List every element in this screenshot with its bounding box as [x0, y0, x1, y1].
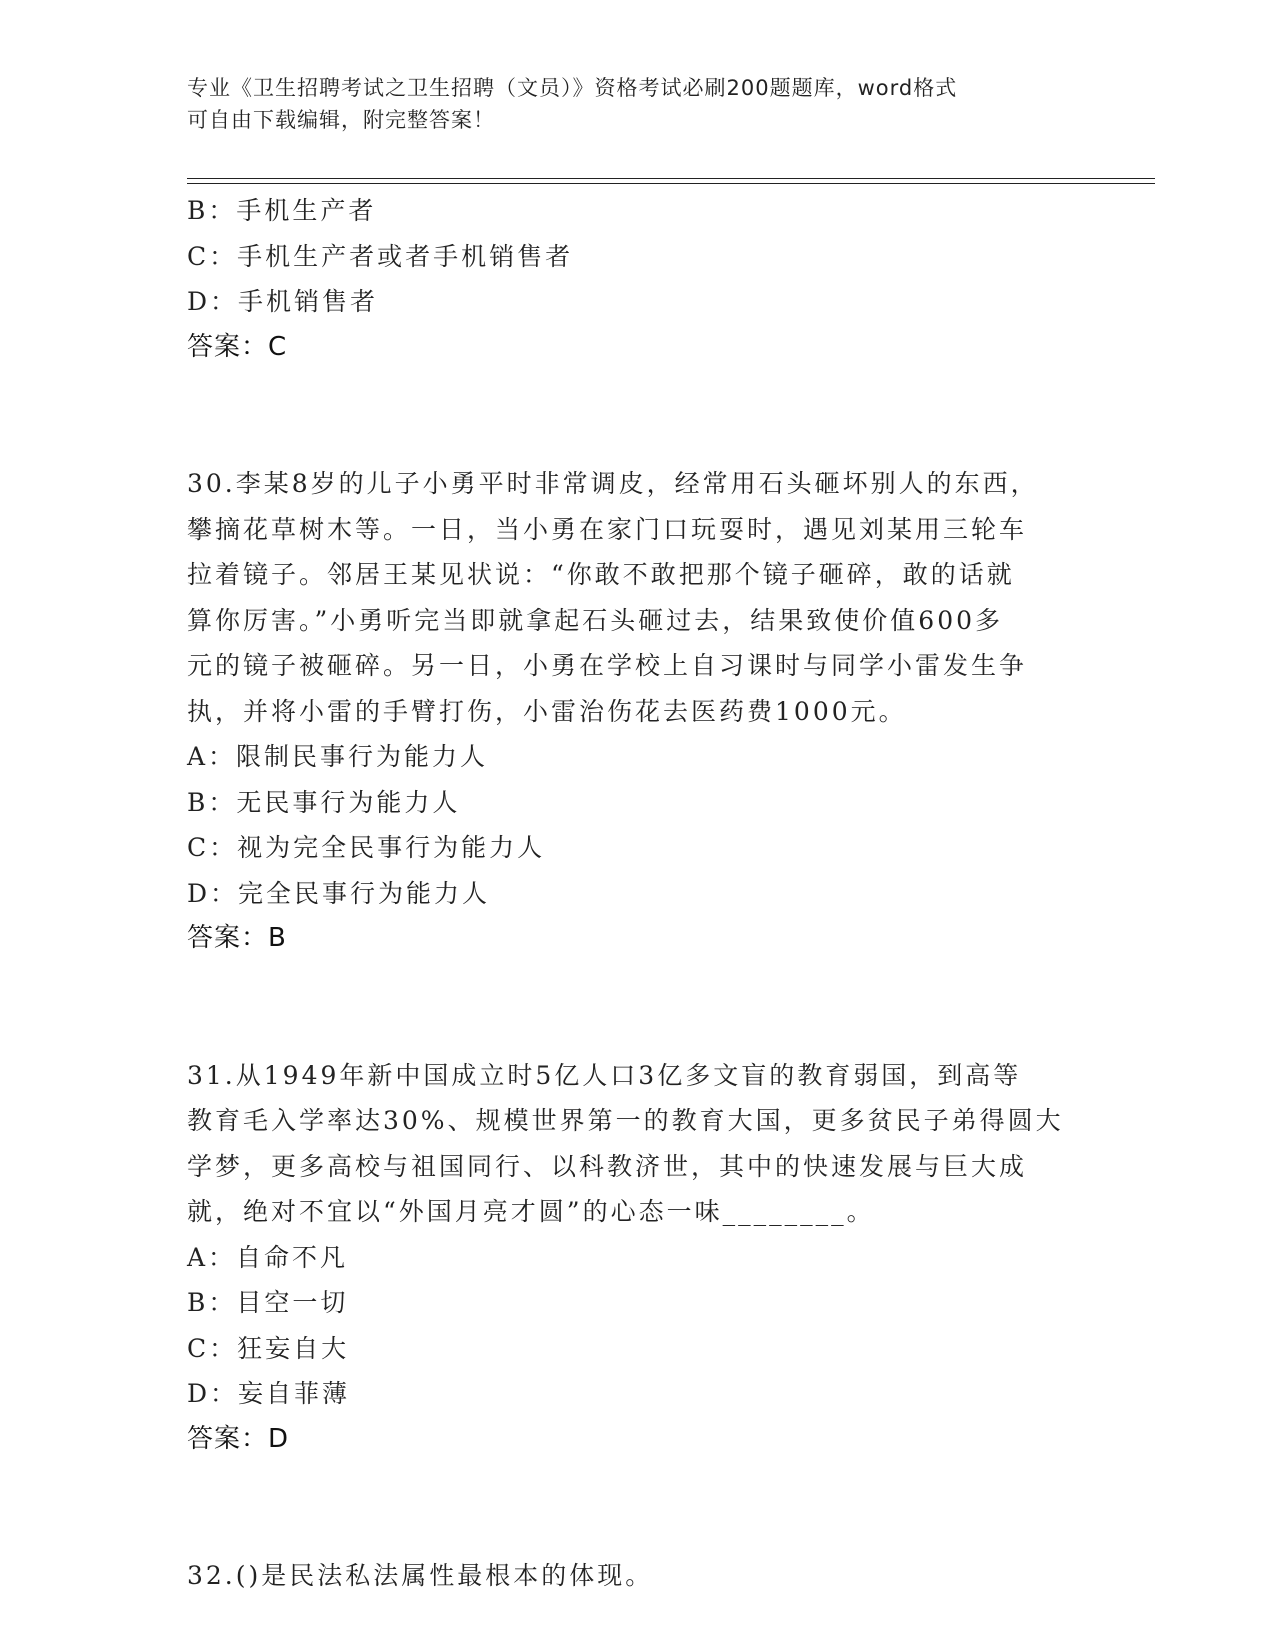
header-divider-bottom: [187, 183, 1155, 184]
option-c: C：手机生产者或者手机销售者: [187, 241, 574, 271]
question-stem-line: 攀摘花草树木等。一日，当小勇在家门口玩耍时，遇见刘某用三轮车: [187, 514, 1028, 544]
spacer: [187, 370, 1087, 461]
spacer: [187, 1462, 1087, 1553]
question-stem-line: 学梦，更多高校与祖国同行、以科教济世，其中的快速发展与巨大成: [187, 1151, 1028, 1181]
header-line-1: 专业《卫生招聘考试之卫生招聘（文员）》资格考试必刷200题题库，word格式: [187, 76, 958, 100]
option-a: A：自命不凡: [187, 1242, 349, 1272]
option-d: D：完全民事行为能力人: [187, 878, 491, 908]
document-header: [187, 72, 1067, 136]
option-c: C：狂妄自大: [187, 1333, 350, 1363]
answer: 答案：B: [187, 923, 287, 953]
option-d: D：妄自菲薄: [187, 1379, 351, 1408]
question-stem-line: 元的镜子被砸碎。另一日，小勇在学校上自习课时与同学小雷发生争: [187, 651, 1028, 680]
option-b: B：手机生产者: [187, 196, 377, 225]
question-stem-line: 执，并将小雷的手臂打伤，小雷治伤花去医药费1000元。: [187, 696, 907, 726]
spacer: [187, 962, 1087, 1053]
question-stem-line: 教育毛入学率达30%、规模世界第一的教育大国，更多贫民子弟得圆大: [187, 1106, 1064, 1135]
option-c: C：视为完全民事行为能力人: [187, 833, 546, 862]
option-b: B：无民事行为能力人: [187, 787, 461, 817]
answer: 答案：C: [187, 331, 288, 362]
question-stem-line: 就，绝对不宜以“外国月亮才圆”的心态一味________。: [187, 1197, 875, 1226]
question-stem-line: 30.李某8岁的儿子小勇平时非常调皮，经常用石头砸坏别人的东西，: [187, 469, 1039, 498]
header-line-2: 可自由下载编辑，附完整答案！: [187, 108, 495, 132]
answer: 答案：D: [187, 1423, 290, 1454]
question-stem-line: 拉着镜子。邻居王某见状说：“你敢不敢把那个镜子砸碎，敢的话就: [187, 560, 1015, 589]
question-list: [187, 188, 1087, 1599]
question-stem-line: 31.从1949年新中国成立时5亿人口3亿多文盲的教育弱国，到高等: [187, 1060, 1022, 1090]
question-stem-line: 32.()是民法私法属性最根本的体现。: [187, 1561, 654, 1590]
question-stem-line: 算你厉害。”小勇听完当即就拿起石头砸过去，结果致使价值600多: [187, 605, 1004, 635]
option-b: B：目空一切: [187, 1288, 349, 1317]
option-d: D：手机销售者: [187, 287, 379, 316]
header-divider-top: [187, 178, 1155, 179]
option-a: A：限制民事行为能力人: [187, 742, 489, 771]
